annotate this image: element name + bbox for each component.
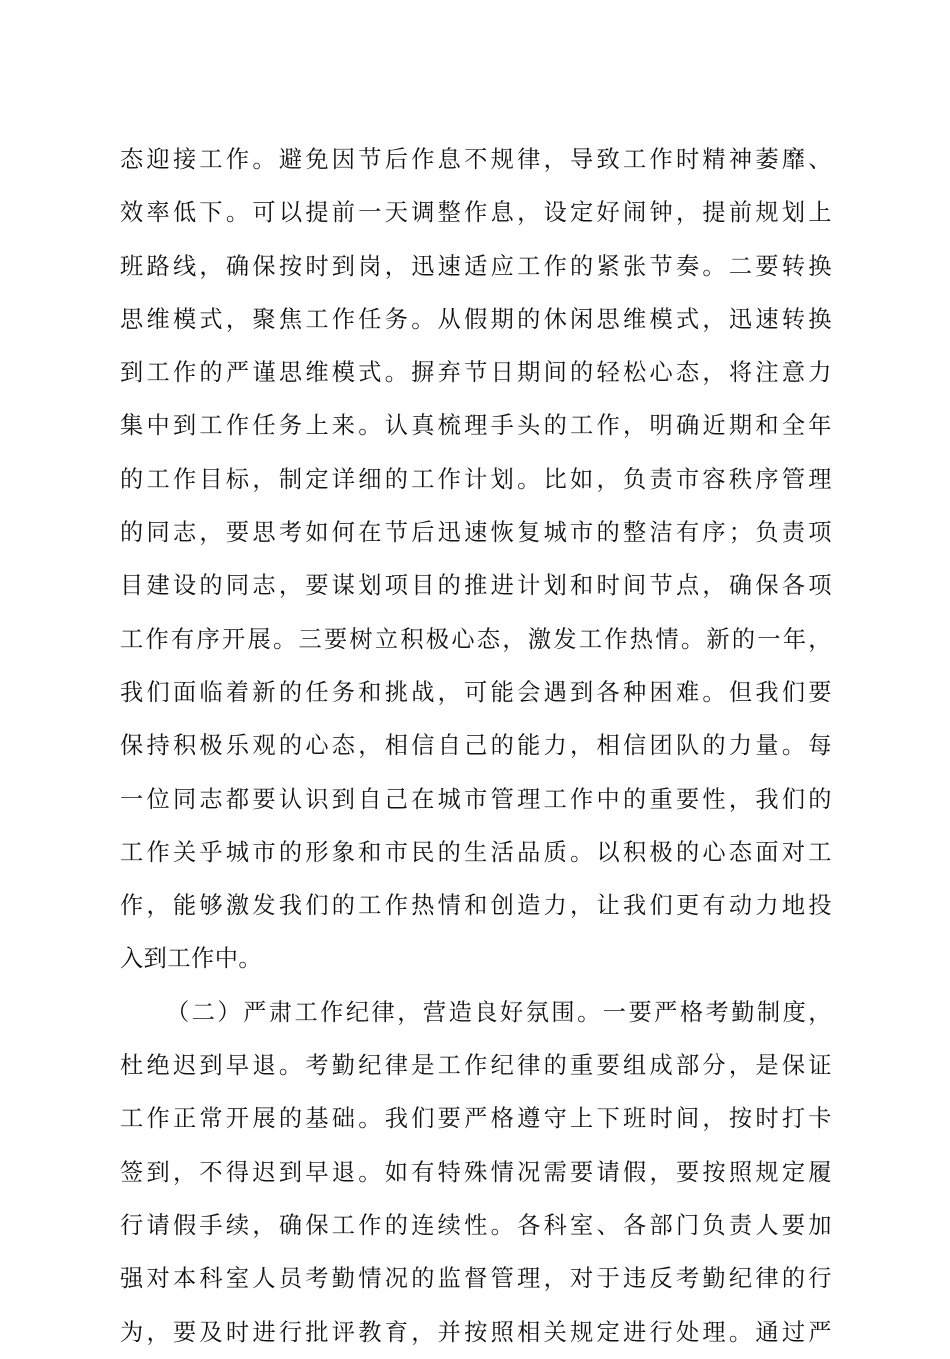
section-heading-line: （二）严肃工作纪律，营造良好氛围。一要严格考勤制度， [166,998,832,1026]
text-line: 工作关乎城市的形象和市民的生活品质。以积极的心态面对工 [120,838,832,866]
text-line: 签到，不得迟到早退。如有特殊情况需要请假，要按照规定履 [120,1158,832,1186]
text-line: 到工作的严谨思维模式。摒弃节日期间的轻松心态，将注意力 [120,359,832,387]
text-line: 工作正常开展的基础。我们要严格遵守上下班时间，按时打卡 [120,1105,832,1133]
text-line: 为，要及时进行批评教育，并按照相关规定进行处理。通过严 [120,1318,832,1346]
text-line: 一位同志都要认识到自己在城市管理工作中的重要性，我们的 [120,785,832,813]
document-body [120,133,832,1359]
paragraph-2 [120,986,832,1359]
text-line: 杜绝迟到早退。考勤纪律是工作纪律的重要组成部分，是保证 [120,1052,832,1080]
text-line: 目建设的同志，要谋划项目的推进计划和时间节点，确保各项 [120,572,832,600]
text-line: 入到工作中。 [120,945,263,973]
text-line: 保持积极乐观的心态，相信自己的能力，相信团队的力量。每 [120,732,832,760]
text-line: 强对本科室人员考勤情况的监督管理，对于违反考勤纪律的行 [120,1265,832,1293]
text-line: 班路线，确保按时到岗，迅速适应工作的紧张节奏。二要转换 [120,252,832,280]
text-line: 集中到工作任务上来。认真梳理手头的工作，明确近期和全年 [120,412,832,440]
text-line: 行请假手续，确保工作的连续性。各科室、各部门负责人要加 [120,1211,832,1239]
text-line: 我们面临着新的任务和挑战，可能会遇到各种困难。但我们要 [120,678,832,706]
text-line: 工作有序开展。三要树立积极心态，激发工作热情。新的一年， [120,625,832,653]
paragraph-1 [120,133,832,986]
text-line: 效率低下。可以提前一天调整作息，设定好闹钟，提前规划上 [120,199,832,227]
text-line: 态迎接工作。避免因节后作息不规律，导致工作时精神萎靡、 [120,146,832,173]
text-line: 思维模式，聚焦工作任务。从假期的休闲思维模式，迅速转换 [120,305,832,333]
text-line: 的工作目标，制定详细的工作计划。比如，负责市容秩序管理 [120,465,832,493]
text-line: 的同志，要思考如何在节后迅速恢复城市的整洁有序；负责项 [120,519,832,547]
text-line: 作，能够激发我们的工作热情和创造力，让我们更有动力地投 [120,892,832,920]
